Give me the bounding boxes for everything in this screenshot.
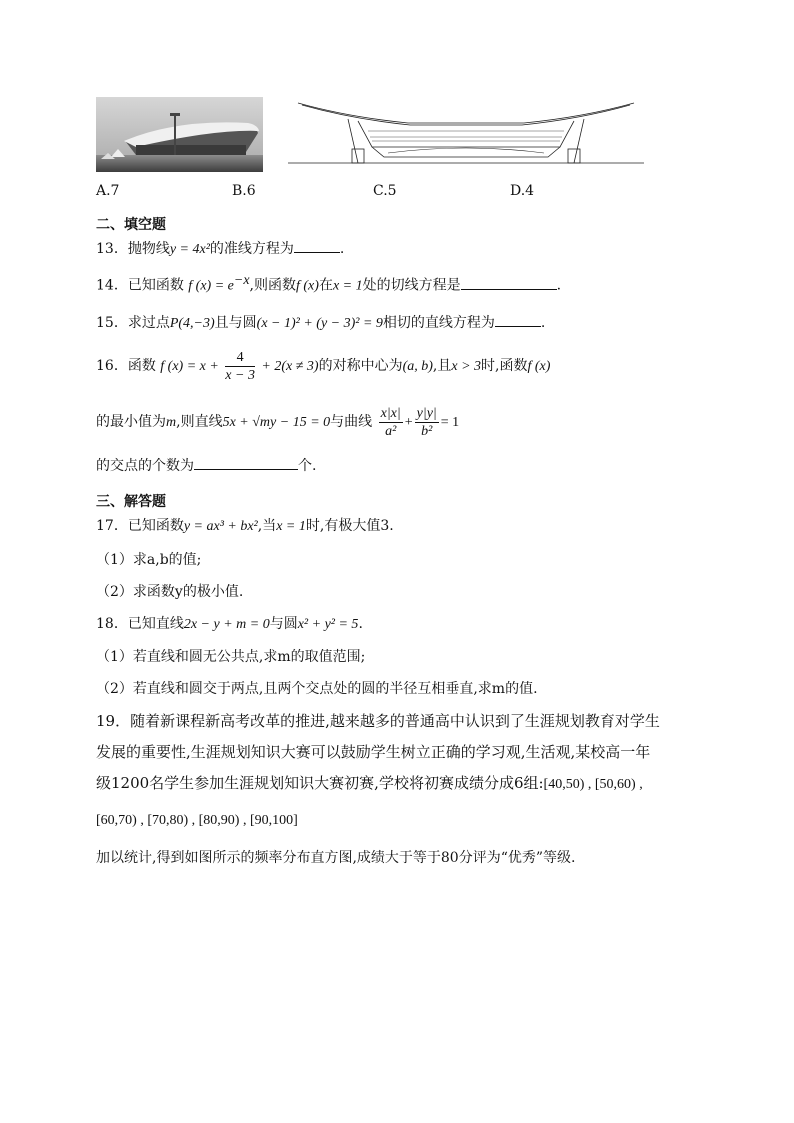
choice-c: C.5 bbox=[373, 183, 397, 199]
question-18-part-2: （2）若直线和圆交于两点,且两个交点处的圆的半径互相垂直,求m的值. bbox=[96, 681, 538, 697]
question-15: 15．求过点P(4,−3)且与圆(x − 1)² + (y − 3)² = 9相切的直线方程为 . bbox=[96, 315, 546, 331]
question-19-line-2: 发展的重要性,生涯规划知识大赛可以鼓励学生树立正确的学习观,生活观,某校高一年 bbox=[96, 743, 651, 761]
choice-b: B.6 bbox=[232, 183, 256, 199]
choice-d: D.4 bbox=[510, 183, 535, 199]
answer-blank-15 bbox=[495, 314, 541, 327]
question-14: 14．已知函数 f $(x) = e^{-x}$,则函数f (x)在x = 1处的切线方程是 . bbox=[96, 273, 562, 294]
choice-a: A.7 bbox=[96, 183, 120, 199]
section-solution-title: 三、解答题 bbox=[96, 494, 166, 510]
question-13: 13．抛物线y = 4x²的准线方程为 . bbox=[96, 241, 345, 257]
section-fill-in-title: 二、填空题 bbox=[96, 217, 166, 233]
question-19-line-1: 19．随着新课程新高考改革的推进,越来越多的普通高中认识到了生涯规划教育对学生 bbox=[96, 712, 660, 730]
question-18: 18．已知直线2x − y + m = 0与圆x² + y² = 5. bbox=[96, 616, 363, 632]
question-19-line-5: 加以统计,得到如图所示的频率分布直方图,成绩大于等于80分评为“优秀”等级. bbox=[96, 850, 576, 866]
stadium-photo bbox=[96, 97, 263, 172]
question-18-part-1: （1）若直线和圆无公共点,求m的取值范围; bbox=[96, 649, 366, 665]
question-19-intervals: [60,70) , [70,80) , [80,90) , [90,100] bbox=[96, 813, 298, 828]
question-19-line-3: 级1200名学生参加生涯规划知识大赛初赛,学校将初赛成绩分成6组:[40,50) , [50,60) , bbox=[96, 774, 643, 792]
answer-blank-13 bbox=[294, 240, 340, 253]
question-17-part-1: （1）求a,b的值; bbox=[96, 552, 202, 568]
question-16-line-3: 的交点的个数为 个. bbox=[96, 458, 317, 474]
question-17-part-2: （2）求函数y的极小值. bbox=[96, 584, 244, 600]
question-16-line-2: 的最小值为m,则直线5x + √my − 15 = 0与曲线 $\frac{x|x|}{\text{a²}}$ + $\frac{y|y|}{\text{b²}}$ = 1 bbox=[96, 405, 460, 439]
question-17: 17．已知函数y = ax³ + bx²,当x = 1时,有极大值3. bbox=[96, 518, 394, 534]
answer-blank-16 bbox=[194, 457, 298, 470]
answer-blank-14 bbox=[461, 277, 557, 290]
stadium-cross-section-drawing bbox=[288, 101, 644, 167]
question-16: 16．函数 f (x) = x + $\frac{4}{x - 3}$ + 2(x ≠ 3)的对称中心为(a, b),且x > 3时,函数f (x) bbox=[96, 349, 551, 383]
